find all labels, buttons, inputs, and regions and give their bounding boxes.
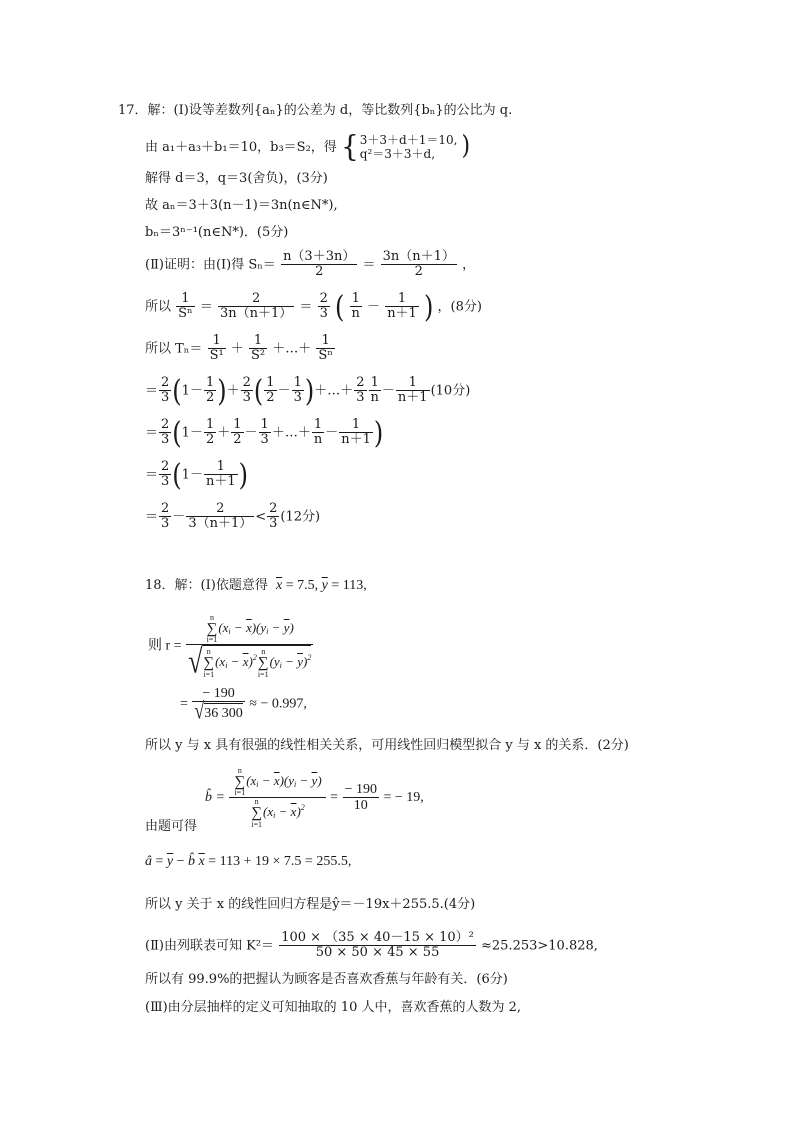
p18-youti-line: 由题可得: [145, 819, 198, 834]
p17-sn-line: (Ⅱ)证明：由(Ⅰ)得 Sₙ＝ $\frac{n(3+3n)}{2}$ ＝ $\frac{3n(n+1)}{2}$ ，: [145, 249, 476, 280]
fraction: n ∑ i=1 $(x_i - \overline{x})(y_i - \overline{y})$ √ n ∑ i=1 $(x_i - \overline{x})^2$ n ∑ i=1 $(y_i - \overline{y})^2$: [188, 613, 312, 680]
right-paren-icon: ): [461, 131, 471, 162]
p18-r-value: = $\frac{- 190}{√36 300}$ ≈ − 0.997,: [180, 686, 307, 725]
p17-sn-prefix: (Ⅱ)证明：由(Ⅰ)得 Sₙ＝: [145, 257, 276, 273]
p18-sampling-line: (Ⅲ)由分层抽样的定义可知抽取的 10 人中，喜欢香蕉的人数为 2,: [145, 1000, 522, 1015]
p17-result-line: ＝ $\frac{2}{3}$ － $\frac{2}{3(n+1)}$ < $\frac{2}{3}$ (12分): [145, 501, 321, 532]
p18-equation-line: 所以 y 关于 x 的线性回归方程是ŷ＝－19x＋255.5.(4分): [145, 897, 476, 912]
fraction: n ∑ i=1 $(x_i - \overline{x})(y_i - \overline{y})$ n ∑ i=1 $(x_i - \overline{x})^2$: [229, 767, 325, 829]
p17-system-eq1: 3＋3＋d＋1＝10,: [359, 133, 458, 147]
p17-system-eq2: q²＝3＋3＋d,: [359, 147, 436, 162]
p17-reciprocal-line: 所以 $\frac{1}{\text{Sⁿ}}$ ＝ $\frac{2}{3n(n+1)}$ ＝ $\frac{2}{3}$ ( $\frac{1}{n}$ － $\frac{1}{n+1}$ ) ，(8分): [145, 289, 482, 325]
p17-equation-system: [340, 129, 471, 165]
p17-given-line: [145, 129, 471, 165]
p18-r-formula: 则 r = n ∑ i=1 $(x_i - \overline{x})(y_i - \overline{y})$ √ n ∑ i=1 $(x_i - \overline{x})^2$ n ∑ i=1 $(y_i - \overline{y})^2$: [148, 613, 312, 680]
fraction: $\frac{\text{100 × （35 × 40－15 × 10）²}}{50 \times 50 \times 45 \times 55}$: [281, 930, 474, 961]
fraction: $\frac{1}{\text{Sⁿ}}$: [178, 291, 193, 322]
p17-solve-line: 解得 d＝3，q＝3(舍负)，(3分): [145, 171, 328, 186]
p17-score-12: (12分): [280, 509, 321, 525]
p17-heading: 17．解：(Ⅰ)设等差数列{aₙ}的公差为 d，等比数列{bₙ}的公比为 q.: [118, 103, 513, 118]
p17-tn-line: 所以 Tₙ＝ $\frac{1}{\text{S¹}}$ ＋ $\frac{1}{\text{S²}}$ ＋…＋ $\frac{1}{\text{Sⁿ}}$: [145, 333, 333, 364]
fraction: $\frac{1}{n}$: [351, 291, 360, 322]
fraction: $\frac{2}{3n(n+1)}$: [219, 291, 293, 322]
p18-confidence-line: 所以有 99.9%的把握认为顾客是否喜欢香蕉与年龄有关．(6分): [145, 972, 508, 987]
fraction: $\frac{- 190}{√36 300}$: [194, 686, 243, 725]
fraction: $\frac{1}{\text{Sⁿ}}$: [318, 333, 333, 364]
p17-telescoping-line: ＝ $\frac{2}{3}$ (1－ $\frac{1}{2}$ ＋ $\frac{1}{2}$ － $\frac{1}{3}$ ＋…＋ $\frac{1}{n}$ － $\frac{1}{n+1}$ ): [145, 415, 384, 451]
fraction: $\frac{1}{\text{S²}}$: [251, 333, 266, 364]
fraction: $\frac{n(3+3n)}{2}$: [283, 249, 356, 280]
left-brace-icon: {: [340, 129, 359, 165]
p18-heading: 18．解：(Ⅰ)依题意得 $\overline{x} = 7.5$, $\overline{y} = 113$,: [145, 578, 367, 593]
fraction: $\frac{1}{n+1}$: [387, 291, 417, 322]
p17-bn-line: bₙ＝3ⁿ⁻¹(n∈N*)．(5分): [145, 225, 289, 240]
p18-relation-line: 所以 y 与 x 具有很强的线性相关关系，可用线性回归模型拟合 y 与 x 的关系．(2分): [145, 738, 629, 753]
p18-k2-line: (Ⅱ)由列联表可知 K²＝ $\frac{\text{100 × （35 × 40－15 × 10）²}}{50 \times 50 \times 45 \times 55}$ ≈25.253>10.828,: [145, 930, 598, 961]
fraction: $\frac{2}{3}$: [319, 291, 328, 322]
p17-given-text: 由 a₁＋a₃＋b₁＝10，b₃＝S₂，得: [145, 139, 337, 155]
p18-a-line: â = $\overline{y}$ − b̂ $\overline{x} = 113 + 19 \times 7.5 = 255.5$,: [145, 854, 352, 869]
p17-simplify-line: ＝ $\frac{2}{3}$ (1－ $\frac{1}{n+1}$ ): [145, 457, 248, 493]
fraction: $\frac{3n(n+1)}{2}$: [382, 249, 455, 280]
p18-b-formula: b̂ = n ∑ i=1 $(x_i - \overline{x})(y_i - \overline{y})$ n ∑ i=1 $(x_i - \overline{x})^2$ = $\frac{- 190}{10}$ = − 19,: [205, 766, 424, 829]
fraction: $\frac{- 190}{10}$: [344, 781, 377, 814]
fraction: $\frac{1}{\text{S¹}}$: [209, 333, 224, 364]
p17-an-line: 故 aₙ＝3＋3(n－1)＝3n(n∈N*),: [145, 198, 338, 213]
p17-tn-expand-line: ＝ $\frac{2}{3}$ (1－ $\frac{1}{2}$ )＋ $\frac{2}{3}$ ( $\frac{1}{2}$ － $\frac{1}{3}$ )＋…＋ $\frac{2}{3}$ $\frac{1}{n}$ － $\frac{1}{n+1}$ (10分): [145, 373, 471, 409]
p17-score-10: (10分): [430, 383, 471, 399]
